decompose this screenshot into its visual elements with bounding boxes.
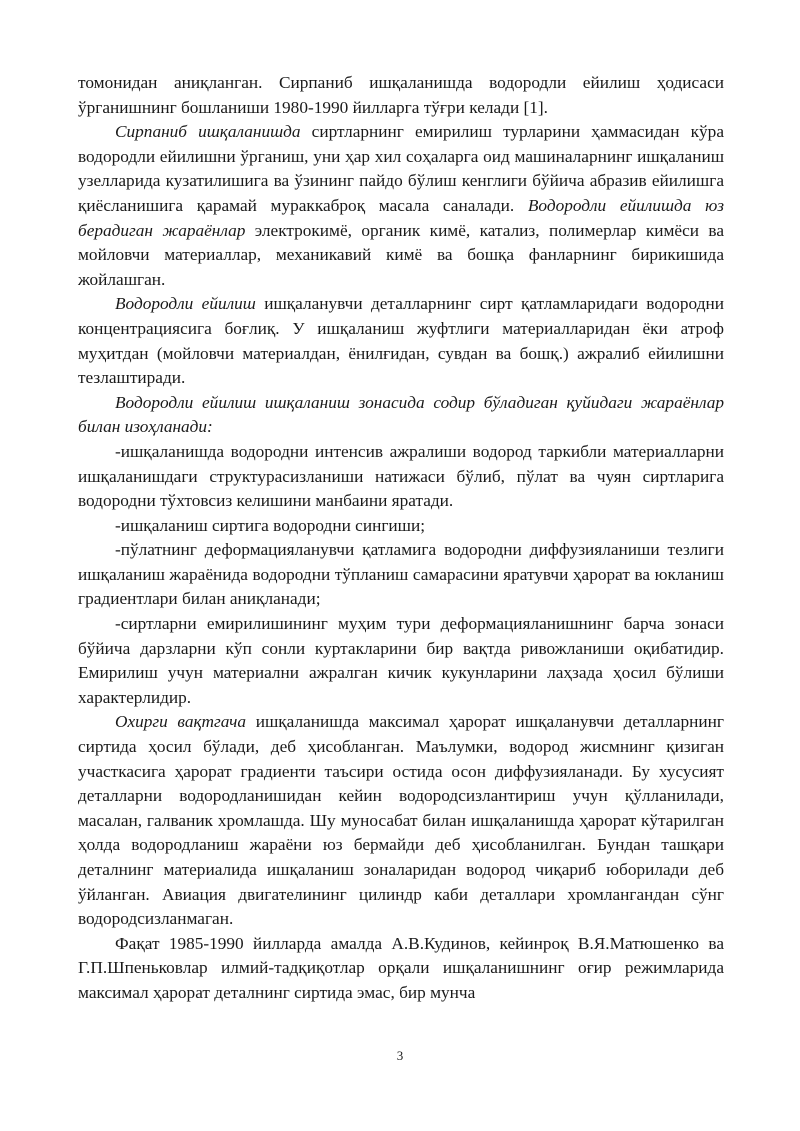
text-run: сиртларнинг емирилиш турларини ҳаммасидан кўра водородли ейилишни ўрганиш, уни ҳар хил соҳаларга оид машиналарнинг ишқаланиш узелларида кузатилишига ва ўзининг пайдо бўлиш кенглиги бўйича абразив ейилишга қиёсланишига қарамай мураккаброқ масала саналади. bbox=[78, 122, 724, 215]
paragraph bbox=[78, 538, 724, 612]
text-run: -пўлатнинг деформацияланувчи қатламига водородни диффузияланиши тезлиги ишқаланиш жараёнида водородни тўпланиш самарасини яратувчи ҳарорат ва юкланиш градиентлари билан аниқланади; bbox=[78, 540, 724, 609]
text-run: ишқаланишда максимал ҳарорат ишқаланувчи деталларнинг сиртида ҳосил бўлади, деб ҳисобланган. Маълумки, водород жисмнинг қизиган участкасига ҳарорат градиенти таъсири остида осон диффузияланади. Бу хусусият деталларни водородланишидан кейин водородсизлантириш учун қўлланилади, масалан, галваник хромлашда. Шу муносабат билан ишқаланишда ҳарорат кўтарилган ҳолда водородланиш жараёни юз бермайди деб ҳисобланилган. Бундан ташқари деталнинг материалида ишқаланиш зоналаридан водород чиқариб юборилади деб ўйланган. Авиация двигателининг цилиндр каби деталлари хромлангандан сўнг водородсизланмаган. bbox=[78, 712, 725, 929]
page-number: 3 bbox=[396, 1048, 404, 1063]
paragraph bbox=[78, 612, 724, 710]
text-run: электрокимё, органик кимё, катализ, полимерлар кимёси ва мойловчи материаллар, механикавий кимё ва бошқа фанларнинг бирикишида жойлашган. bbox=[78, 220, 724, 289]
paragraph bbox=[78, 514, 724, 539]
paragraph bbox=[78, 71, 724, 120]
text-run: -сиртларни емирилишининг муҳим тури деформацияланишнинг барча зонаси бўйича дарзларни кўп сонли куртакларини бир вақтда ривожланиши оқибатидир. Емирилиш учун материални ажралган кичик кукунларини лаҳзада ҳосил бўлиши характерлидир. bbox=[78, 614, 724, 707]
document-body bbox=[78, 71, 724, 1006]
italic-text: Сирпаниб ишқаланишда bbox=[115, 122, 301, 142]
italic-text: Водородли ейилишда юз берадиган жараёнлар bbox=[78, 195, 724, 240]
italic-text: Водородли ейилиш bbox=[115, 294, 256, 314]
italic-text: Охирги вақтгача bbox=[115, 712, 247, 732]
text-run: -ишқаланиш сиртига водородни сингиши; bbox=[115, 515, 426, 535]
text-run: томонидан аниқланган. Сирпаниб ишқаланишда водородли ейилиш ҳодисаси ўрганишнинг бошланиши 1980-1990 йилларга тўғри келади [1]. bbox=[78, 73, 724, 117]
text-run: -ишқаланишда водородни интенсив ажралиши водород таркибли материалларни ишқаланишдаги структурасизланиши натижаси бўлиб, пўлат ва чуян сиртларига водородни тўхтовсиз келишини манбаини яратади. bbox=[78, 441, 724, 511]
paragraph bbox=[78, 120, 724, 292]
paragraph bbox=[78, 440, 724, 514]
paragraph bbox=[78, 391, 724, 440]
text-run: Фақат 1985-1990 йилларда амалда А.В.Кудинов, кейинроқ В.Я.Матюшенко ва Г.П.Шпеньковлар илмий-тадқиқотлар орқали ишқаланишнинг оғир режимларида максимал ҳарорат деталнинг сиртида эмас, бир мунча bbox=[78, 933, 724, 1002]
paragraph bbox=[78, 710, 724, 931]
text-run: ишқаланувчи деталларнинг сирт қатламларидаги водородни концентрациясига боғлиқ. У ишқаланиш жуфтлиги материалларидан ёки атроф муҳитдан (мойловчи материалдан, ёнилғидан, сувдан ва бошқ.) ажралиб ейилишни тезлаштиради. bbox=[78, 294, 724, 388]
paragraph bbox=[78, 292, 724, 390]
paragraph bbox=[78, 932, 724, 1006]
italic-text: Водородли ейилиш ишқаланиш зонасида содир бўладиган қуйидаги жараёнлар билан изоҳланади: bbox=[78, 392, 724, 437]
